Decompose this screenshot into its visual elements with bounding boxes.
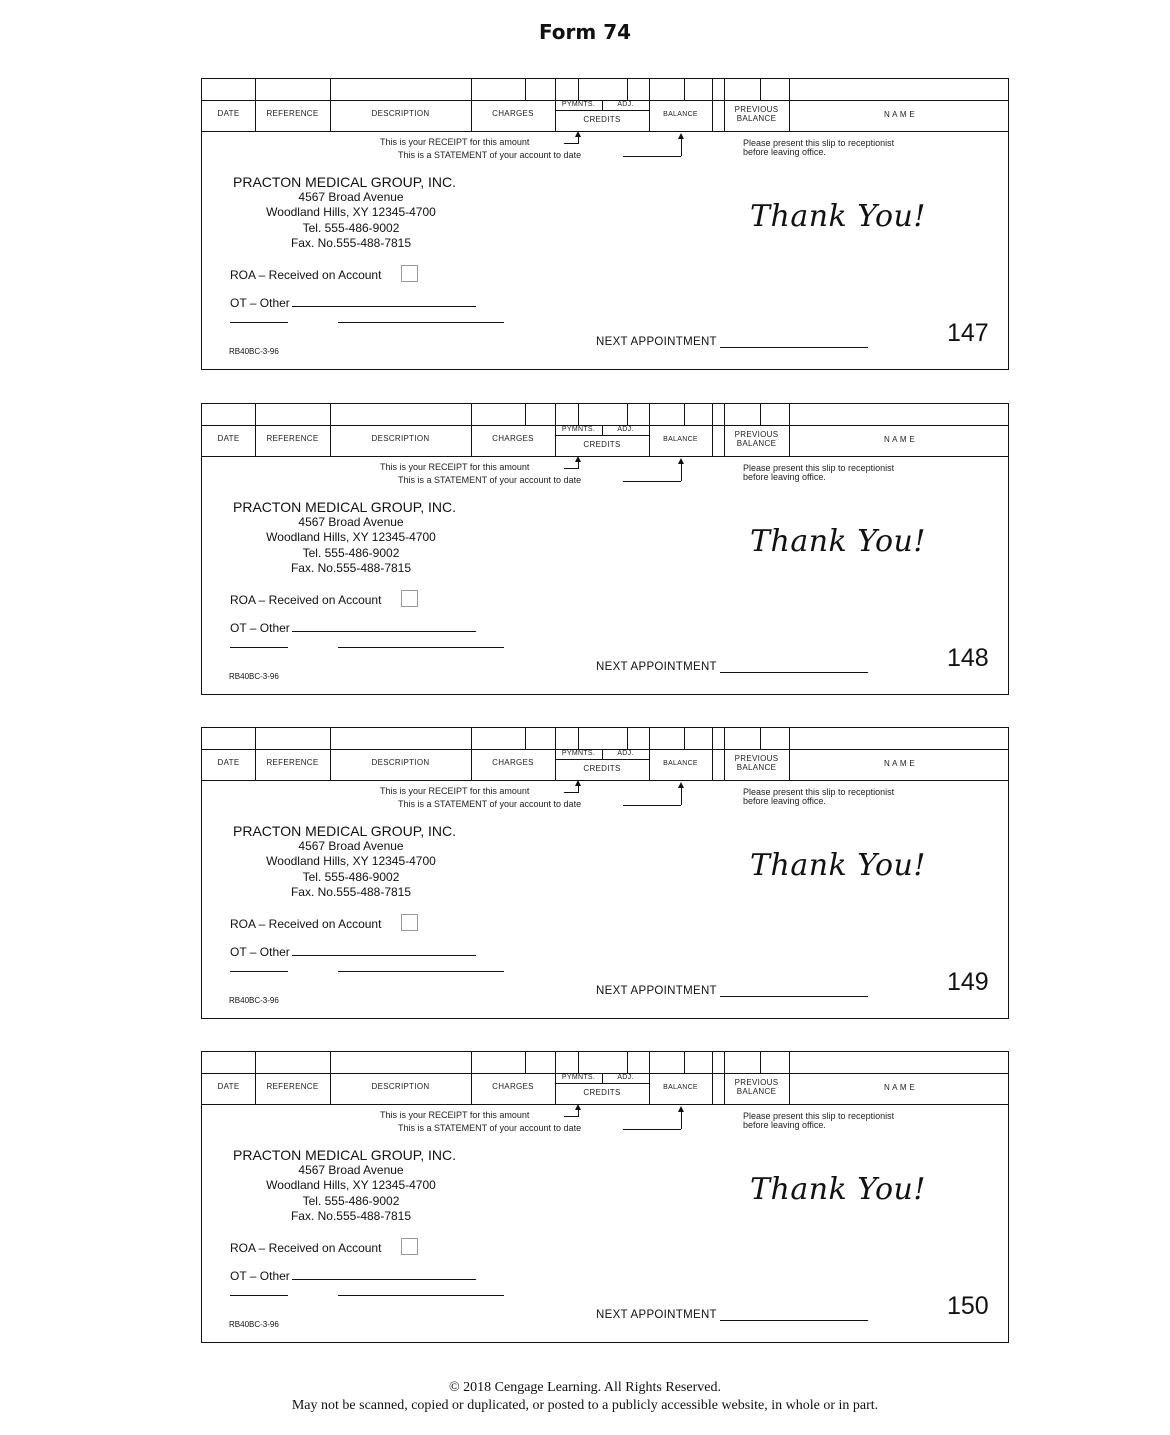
col-divider <box>649 404 650 456</box>
present-slip-text: Please present this slip to receptionist <box>743 463 895 473</box>
statement-arrow-shaft <box>681 137 682 156</box>
col-divider <box>760 728 761 749</box>
present-slip-text: Please present this slip to receptionist <box>743 787 895 797</box>
next-appointment-line[interactable] <box>720 672 868 673</box>
statement-text: This is a STATEMENT of your account to date <box>398 475 582 485</box>
roa-label: ROA – Received on Account <box>230 1241 382 1255</box>
col-divider <box>649 728 650 780</box>
previous-balance-header-line2: BALANCE <box>736 439 777 448</box>
present-slip-text: Please present this slip to receptionist <box>743 138 895 148</box>
col-divider <box>255 728 256 780</box>
credits-divider <box>555 759 649 760</box>
present-slip-text-2: before leaving office. <box>743 472 826 482</box>
roa-label: ROA – Received on Account <box>230 268 382 282</box>
statement-arrow-line <box>623 805 681 806</box>
statement-text: This is a STATEMENT of your account to date <box>398 799 582 809</box>
reference-header: REFERENCE <box>266 109 319 118</box>
receipt-arrow-head <box>575 456 581 462</box>
company-street: 4567 Broad Avenue <box>298 839 404 853</box>
company-tel: Tel. 555-486-9002 <box>302 221 400 235</box>
receipt-slip-147 <box>201 78 1009 370</box>
receipt-arrow-head <box>575 780 581 786</box>
previous-balance-header-line1: PREVIOUS <box>734 105 779 114</box>
date-header: DATE <box>217 109 240 118</box>
statement-arrow-shaft <box>681 786 682 805</box>
name-header: N A M E <box>884 1083 915 1092</box>
col-divider <box>255 79 256 131</box>
credits-divider <box>555 435 649 436</box>
adj-header: ADJ. <box>617 750 634 757</box>
col-divider <box>330 404 331 456</box>
slip-header-table <box>202 79 1008 132</box>
form-code: RB40BC-3-96 <box>229 1320 279 1329</box>
next-appointment-label: NEXT APPOINTMENT <box>596 336 717 348</box>
blank-line[interactable] <box>230 322 288 323</box>
receipt-arrow-line <box>564 792 578 793</box>
copyright-line: © 2018 Cengage Learning. All Rights Reserved. <box>449 1380 721 1395</box>
slip-number: 148 <box>947 644 989 672</box>
company-fax: Fax. No.555-488-7815 <box>290 236 412 250</box>
previous-balance-header-line2: BALANCE <box>736 114 777 123</box>
previous-balance-header-line2: BALANCE <box>736 1087 777 1096</box>
receipt-arrow-line <box>564 143 578 144</box>
charges-header: CHARGES <box>492 109 534 118</box>
balance-header: BALANCE <box>663 760 698 767</box>
ot-line[interactable] <box>292 1279 476 1280</box>
adj-header: ADJ. <box>617 101 634 108</box>
receipt-arrow-line <box>564 468 578 469</box>
name-header: N A M E <box>884 435 915 444</box>
description-header: DESCRIPTION <box>371 1082 430 1091</box>
receipt-slip-148 <box>201 403 1009 695</box>
statement-arrow-line <box>623 481 681 482</box>
slip-number: 150 <box>947 1292 989 1320</box>
statement-arrow-shaft <box>681 462 682 481</box>
roa-label: ROA – Received on Account <box>230 917 382 931</box>
company-name: PRACTON MEDICAL GROUP, INC. <box>233 1147 457 1163</box>
page-title: Form 74 <box>538 20 632 44</box>
next-appointment-label: NEXT APPOINTMENT <box>596 985 717 997</box>
slip-header-table <box>202 728 1008 781</box>
company-name: PRACTON MEDICAL GROUP, INC. <box>233 499 457 515</box>
receipt-slip-149 <box>201 727 1009 1019</box>
col-divider <box>578 728 579 749</box>
company-fax: Fax. No.555-488-7815 <box>290 885 412 899</box>
col-divider <box>789 79 790 131</box>
col-divider <box>760 404 761 425</box>
credits-header: CREDITS <box>583 764 621 773</box>
blank-line[interactable] <box>230 971 288 972</box>
blank-line[interactable] <box>338 647 504 648</box>
thank-you-text: Thank You! <box>750 199 926 234</box>
statement-arrow-head <box>678 782 684 788</box>
previous-balance-header-line1: PREVIOUS <box>734 754 779 763</box>
company-city: Woodland Hills, XY 12345-4700 <box>266 205 436 219</box>
next-appointment-line[interactable] <box>720 1320 868 1321</box>
balance-header: BALANCE <box>663 436 698 443</box>
form-code: RB40BC-3-96 <box>229 672 279 681</box>
slip-number: 147 <box>947 319 989 347</box>
col-divider <box>255 1052 256 1104</box>
next-appointment-label: NEXT APPOINTMENT <box>596 661 717 673</box>
pymnts-header: PYMNTS. <box>561 750 596 757</box>
roa-checkbox[interactable] <box>401 914 418 931</box>
col-divider <box>627 1052 628 1073</box>
col-divider <box>789 404 790 456</box>
receipt-arrow-head <box>575 1104 581 1110</box>
adj-header: ADJ. <box>617 1074 634 1081</box>
thank-you-text: Thank You! <box>750 524 926 559</box>
receipt-slip-150 <box>201 1051 1009 1343</box>
ot-label: OT – Other <box>230 1269 290 1283</box>
ot-label: OT – Other <box>230 296 290 310</box>
col-divider <box>789 728 790 780</box>
balance-header: BALANCE <box>663 111 698 118</box>
col-divider <box>684 1052 685 1073</box>
receipt-arrow-head <box>575 131 581 137</box>
statement-arrow-head <box>678 1106 684 1112</box>
col-divider <box>684 404 685 425</box>
statement-text: This is a STATEMENT of your account to date <box>398 1123 582 1133</box>
blank-line[interactable] <box>338 322 504 323</box>
present-slip-text: Please present this slip to receptionist <box>743 1111 895 1121</box>
description-header: DESCRIPTION <box>371 434 430 443</box>
company-city: Woodland Hills, XY 12345-4700 <box>266 530 436 544</box>
receipt-text: This is your RECEIPT for this amount <box>380 137 530 147</box>
col-divider <box>525 728 526 749</box>
blank-line[interactable] <box>338 971 504 972</box>
pymnts-header: PYMNTS. <box>561 426 596 433</box>
usage-notice: May not be scanned, copied or duplicated, or posted to a publicly accessible website, in whole or in part. <box>291 1398 879 1413</box>
col-divider <box>649 1052 650 1104</box>
receipt-text: This is your RECEIPT for this amount <box>380 1110 530 1120</box>
company-tel: Tel. 555-486-9002 <box>302 546 400 560</box>
blank-line[interactable] <box>338 1295 504 1296</box>
col-divider <box>525 79 526 100</box>
receipt-arrow-line <box>564 1116 578 1117</box>
col-divider <box>525 404 526 425</box>
col-divider <box>760 1052 761 1073</box>
col-divider <box>712 728 713 780</box>
ot-label: OT – Other <box>230 621 290 635</box>
blank-line[interactable] <box>230 647 288 648</box>
receipt-text: This is your RECEIPT for this amount <box>380 786 530 796</box>
credits-divider <box>555 1083 649 1084</box>
present-slip-text-2: before leaving office. <box>743 796 826 806</box>
credits-header: CREDITS <box>583 1088 621 1097</box>
col-divider <box>255 404 256 456</box>
col-divider <box>684 728 685 749</box>
col-divider <box>578 79 579 100</box>
next-appointment-line[interactable] <box>720 996 868 997</box>
previous-balance-header-line1: PREVIOUS <box>734 430 779 439</box>
credits-header: CREDITS <box>583 115 621 124</box>
form-code: RB40BC-3-96 <box>229 996 279 1005</box>
date-header: DATE <box>217 434 240 443</box>
col-divider <box>330 728 331 780</box>
company-fax: Fax. No.555-488-7815 <box>290 561 412 575</box>
reference-header: REFERENCE <box>266 758 319 767</box>
previous-balance-header-line1: PREVIOUS <box>734 1078 779 1087</box>
ot-label: OT – Other <box>230 945 290 959</box>
roa-checkbox[interactable] <box>401 590 418 607</box>
name-header: N A M E <box>884 759 915 768</box>
roa-label: ROA – Received on Account <box>230 593 382 607</box>
previous-balance-header-line2: BALANCE <box>736 763 777 772</box>
thank-you-text: Thank You! <box>750 1172 926 1207</box>
charges-header: CHARGES <box>492 434 534 443</box>
slip-header-table <box>202 404 1008 457</box>
col-divider <box>760 79 761 100</box>
col-divider <box>525 1052 526 1073</box>
description-header: DESCRIPTION <box>371 758 430 767</box>
col-divider <box>330 79 331 131</box>
company-street: 4567 Broad Avenue <box>298 190 404 204</box>
date-header: DATE <box>217 1082 240 1091</box>
company-name: PRACTON MEDICAL GROUP, INC. <box>233 823 457 839</box>
col-divider <box>471 79 472 131</box>
adj-header: ADJ. <box>617 426 634 433</box>
next-appointment-line[interactable] <box>720 347 868 348</box>
col-divider <box>712 404 713 456</box>
roa-checkbox[interactable] <box>401 1238 418 1255</box>
col-divider <box>712 1052 713 1104</box>
reference-header: REFERENCE <box>266 1082 319 1091</box>
col-divider <box>712 79 713 131</box>
statement-arrow-line <box>623 156 681 157</box>
col-divider <box>578 404 579 425</box>
col-divider <box>649 79 650 131</box>
col-divider <box>627 728 628 749</box>
statement-arrow-head <box>678 458 684 464</box>
col-divider <box>330 1052 331 1104</box>
col-divider <box>471 404 472 456</box>
thank-you-text: Thank You! <box>750 848 926 883</box>
col-divider <box>684 79 685 100</box>
present-slip-text-2: before leaving office. <box>743 147 826 157</box>
credits-header: CREDITS <box>583 440 621 449</box>
description-header: DESCRIPTION <box>371 109 430 118</box>
statement-arrow-shaft <box>681 1110 682 1129</box>
company-fax: Fax. No.555-488-7815 <box>290 1209 412 1223</box>
company-city: Woodland Hills, XY 12345-4700 <box>266 854 436 868</box>
roa-checkbox[interactable] <box>401 265 418 282</box>
balance-header: BALANCE <box>663 1084 698 1091</box>
charges-header: CHARGES <box>492 758 534 767</box>
col-divider <box>627 404 628 425</box>
col-divider <box>578 1052 579 1073</box>
date-header: DATE <box>217 758 240 767</box>
company-street: 4567 Broad Avenue <box>298 515 404 529</box>
ot-line[interactable] <box>292 955 476 956</box>
col-divider <box>471 728 472 780</box>
col-divider <box>627 79 628 100</box>
company-name: PRACTON MEDICAL GROUP, INC. <box>233 174 457 190</box>
statement-arrow-head <box>678 133 684 139</box>
pymnts-header: PYMNTS. <box>561 1074 596 1081</box>
col-divider <box>471 1052 472 1104</box>
charges-header: CHARGES <box>492 1082 534 1091</box>
company-city: Woodland Hills, XY 12345-4700 <box>266 1178 436 1192</box>
receipt-text: This is your RECEIPT for this amount <box>380 462 530 472</box>
company-street: 4567 Broad Avenue <box>298 1163 404 1177</box>
ot-line[interactable] <box>292 306 476 307</box>
form-code: RB40BC-3-96 <box>229 347 279 356</box>
slip-number: 149 <box>947 968 989 996</box>
blank-line[interactable] <box>230 1295 288 1296</box>
present-slip-text-2: before leaving office. <box>743 1120 826 1130</box>
name-header: N A M E <box>884 110 915 119</box>
credits-divider <box>555 110 649 111</box>
ot-line[interactable] <box>292 631 476 632</box>
col-divider <box>789 1052 790 1104</box>
statement-arrow-line <box>623 1129 681 1130</box>
reference-header: REFERENCE <box>266 434 319 443</box>
company-tel: Tel. 555-486-9002 <box>302 870 400 884</box>
pymnts-header: PYMNTS. <box>561 101 596 108</box>
company-tel: Tel. 555-486-9002 <box>302 1194 400 1208</box>
slip-header-table <box>202 1052 1008 1105</box>
statement-text: This is a STATEMENT of your account to date <box>398 150 582 160</box>
next-appointment-label: NEXT APPOINTMENT <box>596 1309 717 1321</box>
